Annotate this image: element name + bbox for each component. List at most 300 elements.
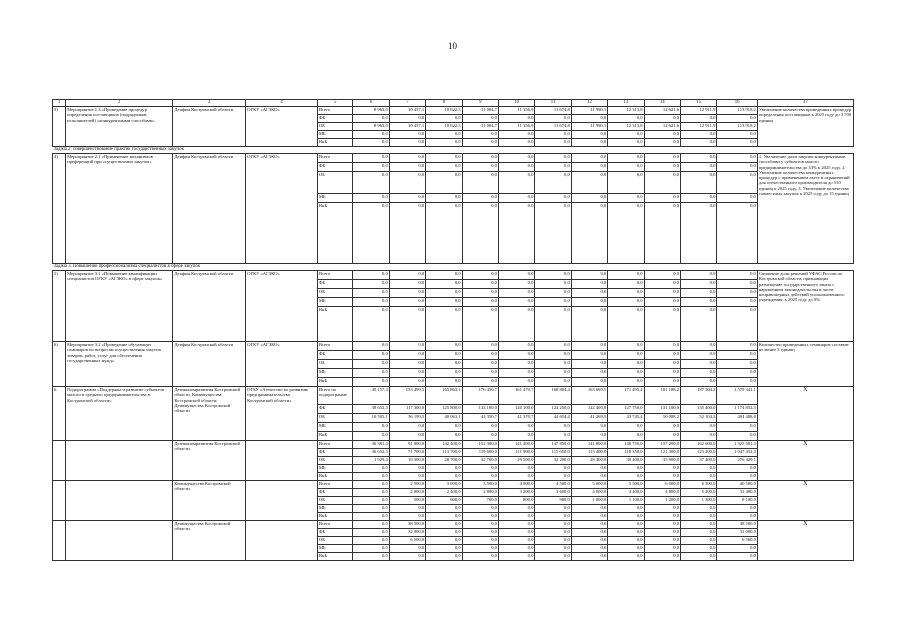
- amount-cell: 0,0: [498, 131, 534, 139]
- amount-cell: 11 004,7: [462, 123, 498, 131]
- amount-cell: 8 963,0: [353, 107, 389, 115]
- amount-cell: 0,0: [353, 115, 389, 123]
- amount-cell: 0,0: [498, 307, 534, 342]
- amount-cell: 0,0: [389, 432, 425, 441]
- amount-cell: 28 700,0: [426, 457, 462, 465]
- amount-cell: 131 100,0: [644, 405, 680, 414]
- amount-cell: 12 621,6: [644, 123, 680, 131]
- amount-cell: 0,0: [462, 432, 498, 441]
- amount-cell: 0,0: [498, 432, 534, 441]
- amount-cell: 152 300,0: [462, 441, 498, 449]
- amount-cell: 0,0: [571, 351, 607, 360]
- amount-cell: 162 600,0: [681, 441, 717, 449]
- amount-cell: 0,0: [353, 307, 389, 342]
- funding-source: МБ: [317, 423, 352, 432]
- amount-cell: 0,0: [389, 154, 425, 163]
- column-number-header: 12: [571, 100, 607, 107]
- amount-cell: 0,0: [571, 194, 607, 203]
- amount-cell: 0,0: [353, 537, 389, 545]
- amount-cell: 0,0: [571, 289, 607, 298]
- amount-cell: 0,0: [535, 465, 571, 473]
- amount-cell: 0,0: [462, 423, 498, 432]
- amount-cell: 0,0: [644, 139, 680, 147]
- amount-cell: 0,0: [608, 163, 644, 172]
- amount-cell: 71 700,0: [389, 449, 425, 457]
- amount-cell: 28 400,0: [571, 457, 607, 465]
- amount-cell: 0,0: [644, 298, 680, 307]
- recipient: ОГКУ «АГЗКО»: [246, 271, 318, 342]
- amount-cell: 0,0: [389, 351, 425, 360]
- amount-cell: 0,0: [717, 465, 757, 473]
- amount-cell: 171 495,4: [608, 387, 644, 405]
- amount-cell: 0,0: [462, 505, 498, 513]
- amount-cell: 0,0: [389, 342, 425, 351]
- funding-source: ВнБ: [317, 473, 352, 481]
- amount-cell: 0,0: [608, 115, 644, 123]
- expected-result: X: [757, 441, 853, 481]
- amount-cell: 2 500,0: [389, 481, 425, 489]
- amount-cell: 181 188,2: [644, 387, 680, 405]
- amount-cell: 0,0: [571, 360, 607, 369]
- amount-cell: 0,0: [462, 271, 498, 280]
- amount-cell: 0,0: [498, 465, 534, 473]
- amount-cell: 0,0: [426, 194, 462, 203]
- expected-result: 1. Увеличение доли закупок конкурентными способами у субъектов малого предпринимательства до 33% к 2025 году. 2. Увеличение количества конкурентных процедур с применением льгот и ограничений для отечественного производителя до 510 единиц к 2025 году. 3. Увеличение количества совместных закупок к 2025 году до 15 единиц: [757, 154, 853, 264]
- funding-source: ОБ: [317, 172, 352, 194]
- amount-cell: 0,0: [462, 298, 498, 307]
- amount-cell: 0,0: [462, 139, 498, 147]
- column-number-header: 9: [462, 100, 498, 107]
- amount-cell: 6 500,0: [681, 481, 717, 489]
- amount-cell: 0,0: [426, 342, 462, 351]
- funding-source: Всего: [317, 521, 352, 529]
- amount-cell: 0,0: [389, 473, 425, 481]
- amount-cell: 0,0: [571, 203, 607, 264]
- amount-cell: 0,0: [717, 271, 757, 280]
- amount-cell: 0,0: [644, 423, 680, 432]
- amount-cell: 0,0: [681, 369, 717, 378]
- amount-cell: 0,0: [353, 280, 389, 289]
- amount-cell: 0,0: [353, 473, 389, 481]
- amount-cell: 0,0: [462, 553, 498, 561]
- amount-cell: 40 500,0: [717, 481, 757, 489]
- amount-cell: 0,0: [462, 465, 498, 473]
- amount-cell: 0,0: [608, 378, 644, 387]
- amount-cell: 0,0: [571, 465, 607, 473]
- amount-cell: 0,0: [644, 473, 680, 481]
- amount-cell: 0,0: [608, 307, 644, 342]
- amount-cell: 3 500,0: [462, 481, 498, 489]
- table-row: [53, 387, 854, 405]
- amount-cell: 0,0: [498, 342, 534, 351]
- amount-cell: 0,0: [389, 280, 425, 289]
- amount-cell: 0,0: [681, 139, 717, 147]
- amount-cell: 0,0: [426, 298, 462, 307]
- amount-cell: 119 600,0: [462, 449, 498, 457]
- amount-cell: 404 488,8: [717, 414, 757, 423]
- table-row: [53, 441, 854, 449]
- amount-cell: 135 400,0: [681, 405, 717, 414]
- amount-cell: 0,0: [717, 172, 757, 194]
- amount-cell: 165 863,1: [426, 387, 462, 405]
- amount-cell: 0,0: [644, 131, 680, 139]
- task-row: [53, 264, 854, 271]
- table-row: [53, 521, 854, 529]
- amount-cell: 0,0: [644, 360, 680, 369]
- amount-cell: 0,0: [462, 163, 498, 172]
- executor: Депфин Костромской области: [173, 107, 246, 147]
- amount-cell: 0,0: [462, 307, 498, 342]
- amount-cell: 168 804,4: [535, 387, 571, 405]
- amount-cell: 0,0: [353, 203, 389, 264]
- amount-cell: 0,0: [462, 369, 498, 378]
- amount-cell: 0,0: [426, 139, 462, 147]
- amount-cell: 0,0: [571, 521, 607, 529]
- amount-cell: 0,0: [681, 360, 717, 369]
- funding-source: МБ: [317, 369, 352, 378]
- amount-cell: 0,0: [353, 139, 389, 147]
- column-number-header: 7: [389, 100, 425, 107]
- amount-cell: 0,0: [681, 115, 717, 123]
- funding-source: МБ: [317, 465, 352, 473]
- amount-cell: 276 429,1: [717, 457, 757, 465]
- amount-cell: 0,0: [608, 289, 644, 298]
- recipient: ОГКУ «АГЗКО»: [246, 342, 318, 387]
- amount-cell: 0,0: [608, 342, 644, 351]
- column-number-header: 14: [644, 100, 680, 107]
- table-row: [53, 271, 854, 280]
- amount-cell: 0,0: [571, 154, 607, 163]
- amount-cell: 5 000,0: [571, 481, 607, 489]
- amount-cell: 176 450,7: [462, 387, 498, 405]
- amount-cell: 0,0: [571, 423, 607, 432]
- task-heading: Задача 3. Повышение профессионализма специалистов в сфере закупок: [53, 264, 854, 271]
- amount-cell: 0,0: [644, 529, 680, 537]
- amount-cell: 0,0: [681, 271, 717, 280]
- row-number: 6): [53, 342, 66, 387]
- amount-cell: 0,0: [644, 342, 680, 351]
- funding-source: МБ: [317, 505, 352, 513]
- measure-name: Мероприятие 3.2 «Проведение обучающих семинаров по вопросам осуществления закупок товаров, работ, услуг для обеспечения государственных нужд»: [66, 342, 173, 387]
- amount-cell: 0,0: [644, 203, 680, 264]
- amount-cell: 0,0: [462, 115, 498, 123]
- amount-cell: 0,0: [571, 172, 607, 194]
- amount-cell: 0,0: [353, 465, 389, 473]
- amount-cell: 0,0: [681, 545, 717, 553]
- amount-cell: 32 200,0: [535, 457, 571, 465]
- amount-cell: 3 200,0: [498, 489, 534, 497]
- amount-cell: 0,0: [389, 115, 425, 123]
- column-number-header: 13: [608, 100, 644, 107]
- funding-source: ФБ: [317, 405, 352, 414]
- amount-cell: 0,0: [426, 154, 462, 163]
- amount-cell: 0,0: [389, 378, 425, 387]
- amount-cell: 2 800,0: [462, 489, 498, 497]
- amount-cell: 0,0: [717, 513, 757, 521]
- amount-cell: 0,0: [462, 280, 498, 289]
- measure-name: Мероприятие 1.3 «Проведение процедур определения поставщиков (подрядчиков, исполнителей) «конкурентными способами»: [66, 107, 173, 147]
- amount-cell: 0,0: [535, 553, 571, 561]
- program-table: [52, 99, 854, 561]
- amount-cell: 0,0: [571, 280, 607, 289]
- amount-cell: 0,0: [462, 360, 498, 369]
- amount-cell: 0,0: [571, 369, 607, 378]
- amount-cell: 0,0: [571, 115, 607, 123]
- funding-source: МБ: [317, 298, 352, 307]
- amount-cell: 0,0: [498, 360, 534, 369]
- amount-cell: 0,0: [498, 271, 534, 280]
- amount-cell: 40 063,1: [426, 414, 462, 423]
- amount-cell: 0,0: [571, 529, 607, 537]
- amount-cell: 0,0: [608, 465, 644, 473]
- amount-cell: 0,0: [353, 497, 389, 505]
- amount-cell: 0,0: [535, 505, 571, 513]
- column-number-header: 8: [426, 100, 462, 107]
- amount-cell: 163 669,5: [571, 387, 607, 405]
- amount-cell: 113 700,0: [426, 449, 462, 457]
- amount-cell: 0,0: [498, 369, 534, 378]
- amount-cell: 0,0: [426, 360, 462, 369]
- expected-result: Увеличение количества проведенных процедур определения поставщиков к 2025 году до 3 700 единиц: [757, 107, 853, 147]
- amount-cell: 0,0: [353, 289, 389, 298]
- amount-cell: 0,0: [681, 280, 717, 289]
- amount-cell: 0,0: [571, 505, 607, 513]
- amount-cell: 900,0: [535, 497, 571, 505]
- amount-cell: 0,0: [681, 342, 717, 351]
- amount-cell: 141 800,0: [571, 441, 607, 449]
- amount-cell: 0,0: [498, 289, 534, 298]
- amount-cell: 0,0: [608, 529, 644, 537]
- funding-source: Всего: [317, 441, 352, 449]
- amount-cell: 0,0: [535, 513, 571, 521]
- amount-cell: 0,0: [426, 553, 462, 561]
- amount-cell: 0,0: [608, 537, 644, 545]
- amount-cell: 11 990,1: [571, 123, 607, 131]
- amount-cell: 0,0: [717, 351, 757, 360]
- amount-cell: 38 500,0: [389, 521, 425, 529]
- amount-cell: 0,0: [535, 351, 571, 360]
- amount-cell: 0,0: [535, 298, 571, 307]
- amount-cell: 0,0: [717, 280, 757, 289]
- amount-cell: 0,0: [353, 194, 389, 203]
- amount-cell: 3 000,0: [426, 481, 462, 489]
- amount-cell: 0,0: [644, 194, 680, 203]
- amount-cell: 0,0: [644, 505, 680, 513]
- amount-cell: 0,0: [608, 139, 644, 147]
- amount-cell: 120 100,0: [498, 405, 534, 414]
- amount-cell: 0,0: [535, 537, 571, 545]
- amount-cell: 5 200,0: [681, 489, 717, 497]
- amount-cell: 0,0: [498, 280, 534, 289]
- amount-cell: 0,0: [681, 194, 717, 203]
- amount-cell: 0,0: [535, 203, 571, 264]
- amount-cell: 0,0: [389, 545, 425, 553]
- amount-cell: 0,0: [426, 369, 462, 378]
- amount-cell: 0,0: [571, 537, 607, 545]
- executor: Депфин Костромской области: [173, 342, 246, 387]
- amount-cell: 0,0: [681, 553, 717, 561]
- amount-cell: 0,0: [353, 369, 389, 378]
- amount-cell: 0,0: [535, 194, 571, 203]
- amount-cell: 0,0: [462, 289, 498, 298]
- amount-cell: 0,0: [608, 521, 644, 529]
- measure-name: Мероприятие 2.1 «Применение механизмов преференций при осуществлении закупок»: [66, 154, 173, 264]
- amount-cell: 0,0: [681, 505, 717, 513]
- amount-cell: 10 622,3: [426, 123, 462, 131]
- amount-cell: 44 654,4: [535, 414, 571, 423]
- amount-cell: 19 300,0: [389, 457, 425, 465]
- amount-cell: 12 621,6: [644, 107, 680, 115]
- expected-result: Количество проведенных семинаров составит не менее 3 единиц: [757, 342, 853, 387]
- amount-cell: 0,0: [389, 194, 425, 203]
- amount-cell: 12 911,9: [681, 107, 717, 115]
- amount-cell: 32 400,0: [717, 489, 757, 497]
- amount-cell: 3 600,0: [535, 489, 571, 497]
- amount-cell: 0,0: [681, 172, 717, 194]
- amount-cell: 0,0: [681, 529, 717, 537]
- amount-cell: 0,0: [498, 154, 534, 163]
- amount-cell: 0,0: [498, 194, 534, 203]
- amount-cell: 0,0: [608, 473, 644, 481]
- amount-cell: 49 157,4: [353, 387, 389, 405]
- amount-cell: 0,0: [535, 369, 571, 378]
- amount-cell: 32 000,0: [389, 529, 425, 537]
- amount-cell: 187 504,2: [681, 387, 717, 405]
- amount-cell: 0,0: [571, 298, 607, 307]
- amount-cell: 0,0: [571, 378, 607, 387]
- recipient: ОГБУ «Агентство по развитию предпринимательства Костромской области»: [246, 387, 318, 441]
- amount-cell: 0,0: [571, 545, 607, 553]
- amount-cell: 1 300,0: [681, 497, 717, 505]
- task-heading: Задача 2. совершенствование практик государственных закупок: [53, 147, 854, 154]
- amount-cell: 0,0: [353, 172, 389, 194]
- amount-cell: 0,0: [717, 194, 757, 203]
- amount-cell: 0,0: [353, 271, 389, 280]
- amount-cell: 122 400,0: [571, 405, 607, 414]
- amount-cell: 0,0: [535, 280, 571, 289]
- table-cell: [246, 481, 318, 521]
- funding-source: ОБ: [317, 123, 352, 131]
- amount-cell: 0,0: [462, 131, 498, 139]
- amount-cell: 36 199,5: [389, 414, 425, 423]
- amount-cell: 5 500,0: [608, 481, 644, 489]
- amount-cell: 0,0: [426, 473, 462, 481]
- amount-cell: 0,0: [535, 529, 571, 537]
- funding-source: Всего: [317, 107, 352, 115]
- funding-source: Всего: [317, 481, 352, 489]
- amount-cell: 37 400,0: [681, 457, 717, 465]
- amount-cell: 0,0: [353, 489, 389, 497]
- amount-cell: 2 000,0: [389, 489, 425, 497]
- amount-cell: 0,0: [681, 513, 717, 521]
- amount-cell: 0,0: [389, 369, 425, 378]
- executor: Депимущества Костромской области: [173, 521, 246, 561]
- amount-cell: 0,0: [608, 369, 644, 378]
- amount-cell: 0,0: [717, 203, 757, 264]
- funding-source: ВнБ: [317, 378, 352, 387]
- amount-cell: 0,0: [608, 280, 644, 289]
- amount-cell: 0,0: [717, 163, 757, 172]
- amount-cell: 0,0: [608, 360, 644, 369]
- amount-cell: 0,0: [389, 289, 425, 298]
- amount-cell: 0,0: [681, 537, 717, 545]
- amount-cell: 0,0: [426, 351, 462, 360]
- row-number: 6.: [53, 387, 66, 441]
- amount-cell: 124 250,0: [535, 405, 571, 414]
- amount-cell: 113 918,2: [717, 123, 757, 131]
- amount-cell: 0,0: [426, 289, 462, 298]
- funding-source: ВнБ: [317, 513, 352, 521]
- amount-cell: 12 313,8: [608, 123, 644, 131]
- amount-cell: 0,0: [535, 360, 571, 369]
- amount-cell: 0,0: [644, 465, 680, 473]
- amount-cell: 0,0: [681, 423, 717, 432]
- amount-cell: 0,0: [498, 203, 534, 264]
- funding-source: Всего по подпрограмме: [317, 387, 352, 405]
- amount-cell: 0,0: [353, 505, 389, 513]
- amount-cell: 0,0: [498, 513, 534, 521]
- amount-cell: 0,0: [462, 154, 498, 163]
- amount-cell: 0,0: [535, 545, 571, 553]
- amount-cell: 0,0: [717, 298, 757, 307]
- amount-cell: 0,0: [681, 465, 717, 473]
- amount-cell: 0,0: [426, 529, 462, 537]
- amount-cell: 0,0: [535, 115, 571, 123]
- amount-cell: 0,0: [717, 115, 757, 123]
- amount-cell: 0,0: [681, 203, 717, 264]
- amount-cell: 0,0: [389, 360, 425, 369]
- amount-cell: 0,0: [681, 289, 717, 298]
- amount-cell: 132 100,0: [462, 405, 498, 414]
- amount-cell: 0,0: [462, 351, 498, 360]
- column-number-header: 15: [681, 100, 717, 107]
- amount-cell: 0,0: [571, 139, 607, 147]
- amount-cell: 4 500,0: [535, 481, 571, 489]
- amount-cell: 0,0: [535, 163, 571, 172]
- amount-cell: 0,0: [353, 163, 389, 172]
- amount-cell: 0,0: [498, 163, 534, 172]
- amount-cell: 41 370,7: [498, 414, 534, 423]
- amount-cell: 0,0: [681, 131, 717, 139]
- amount-cell: 148 750,0: [608, 441, 644, 449]
- amount-cell: 0,0: [353, 131, 389, 139]
- recipient: ОГКУ «АГЗКО»: [246, 107, 318, 147]
- executor: Депэкономразвития Костромской области: [173, 441, 246, 481]
- amount-cell: 11 990,1: [571, 107, 607, 115]
- amount-cell: 12 911,9: [681, 123, 717, 131]
- amount-cell: 0,0: [608, 351, 644, 360]
- table-cell: [66, 441, 173, 481]
- amount-cell: 0,0: [353, 378, 389, 387]
- amount-cell: 0,0: [498, 172, 534, 194]
- amount-cell: 0,0: [426, 537, 462, 545]
- funding-source: ОБ: [317, 497, 352, 505]
- amount-cell: 0,0: [717, 432, 757, 441]
- column-number-header: 2: [66, 100, 173, 107]
- amount-cell: 0,0: [535, 521, 571, 529]
- amount-cell: 0,0: [535, 139, 571, 147]
- amount-cell: 0,0: [608, 154, 644, 163]
- amount-cell: 111 900,0: [498, 449, 534, 457]
- amount-cell: 0,0: [681, 432, 717, 441]
- amount-cell: 11 356,9: [498, 123, 534, 131]
- funding-source: ФБ: [317, 280, 352, 289]
- amount-cell: 1 200,0: [644, 497, 680, 505]
- column-number-header: 5: [317, 100, 352, 107]
- amount-cell: 0,0: [353, 360, 389, 369]
- amount-cell: 0,0: [535, 271, 571, 280]
- funding-source: Всего: [317, 154, 352, 163]
